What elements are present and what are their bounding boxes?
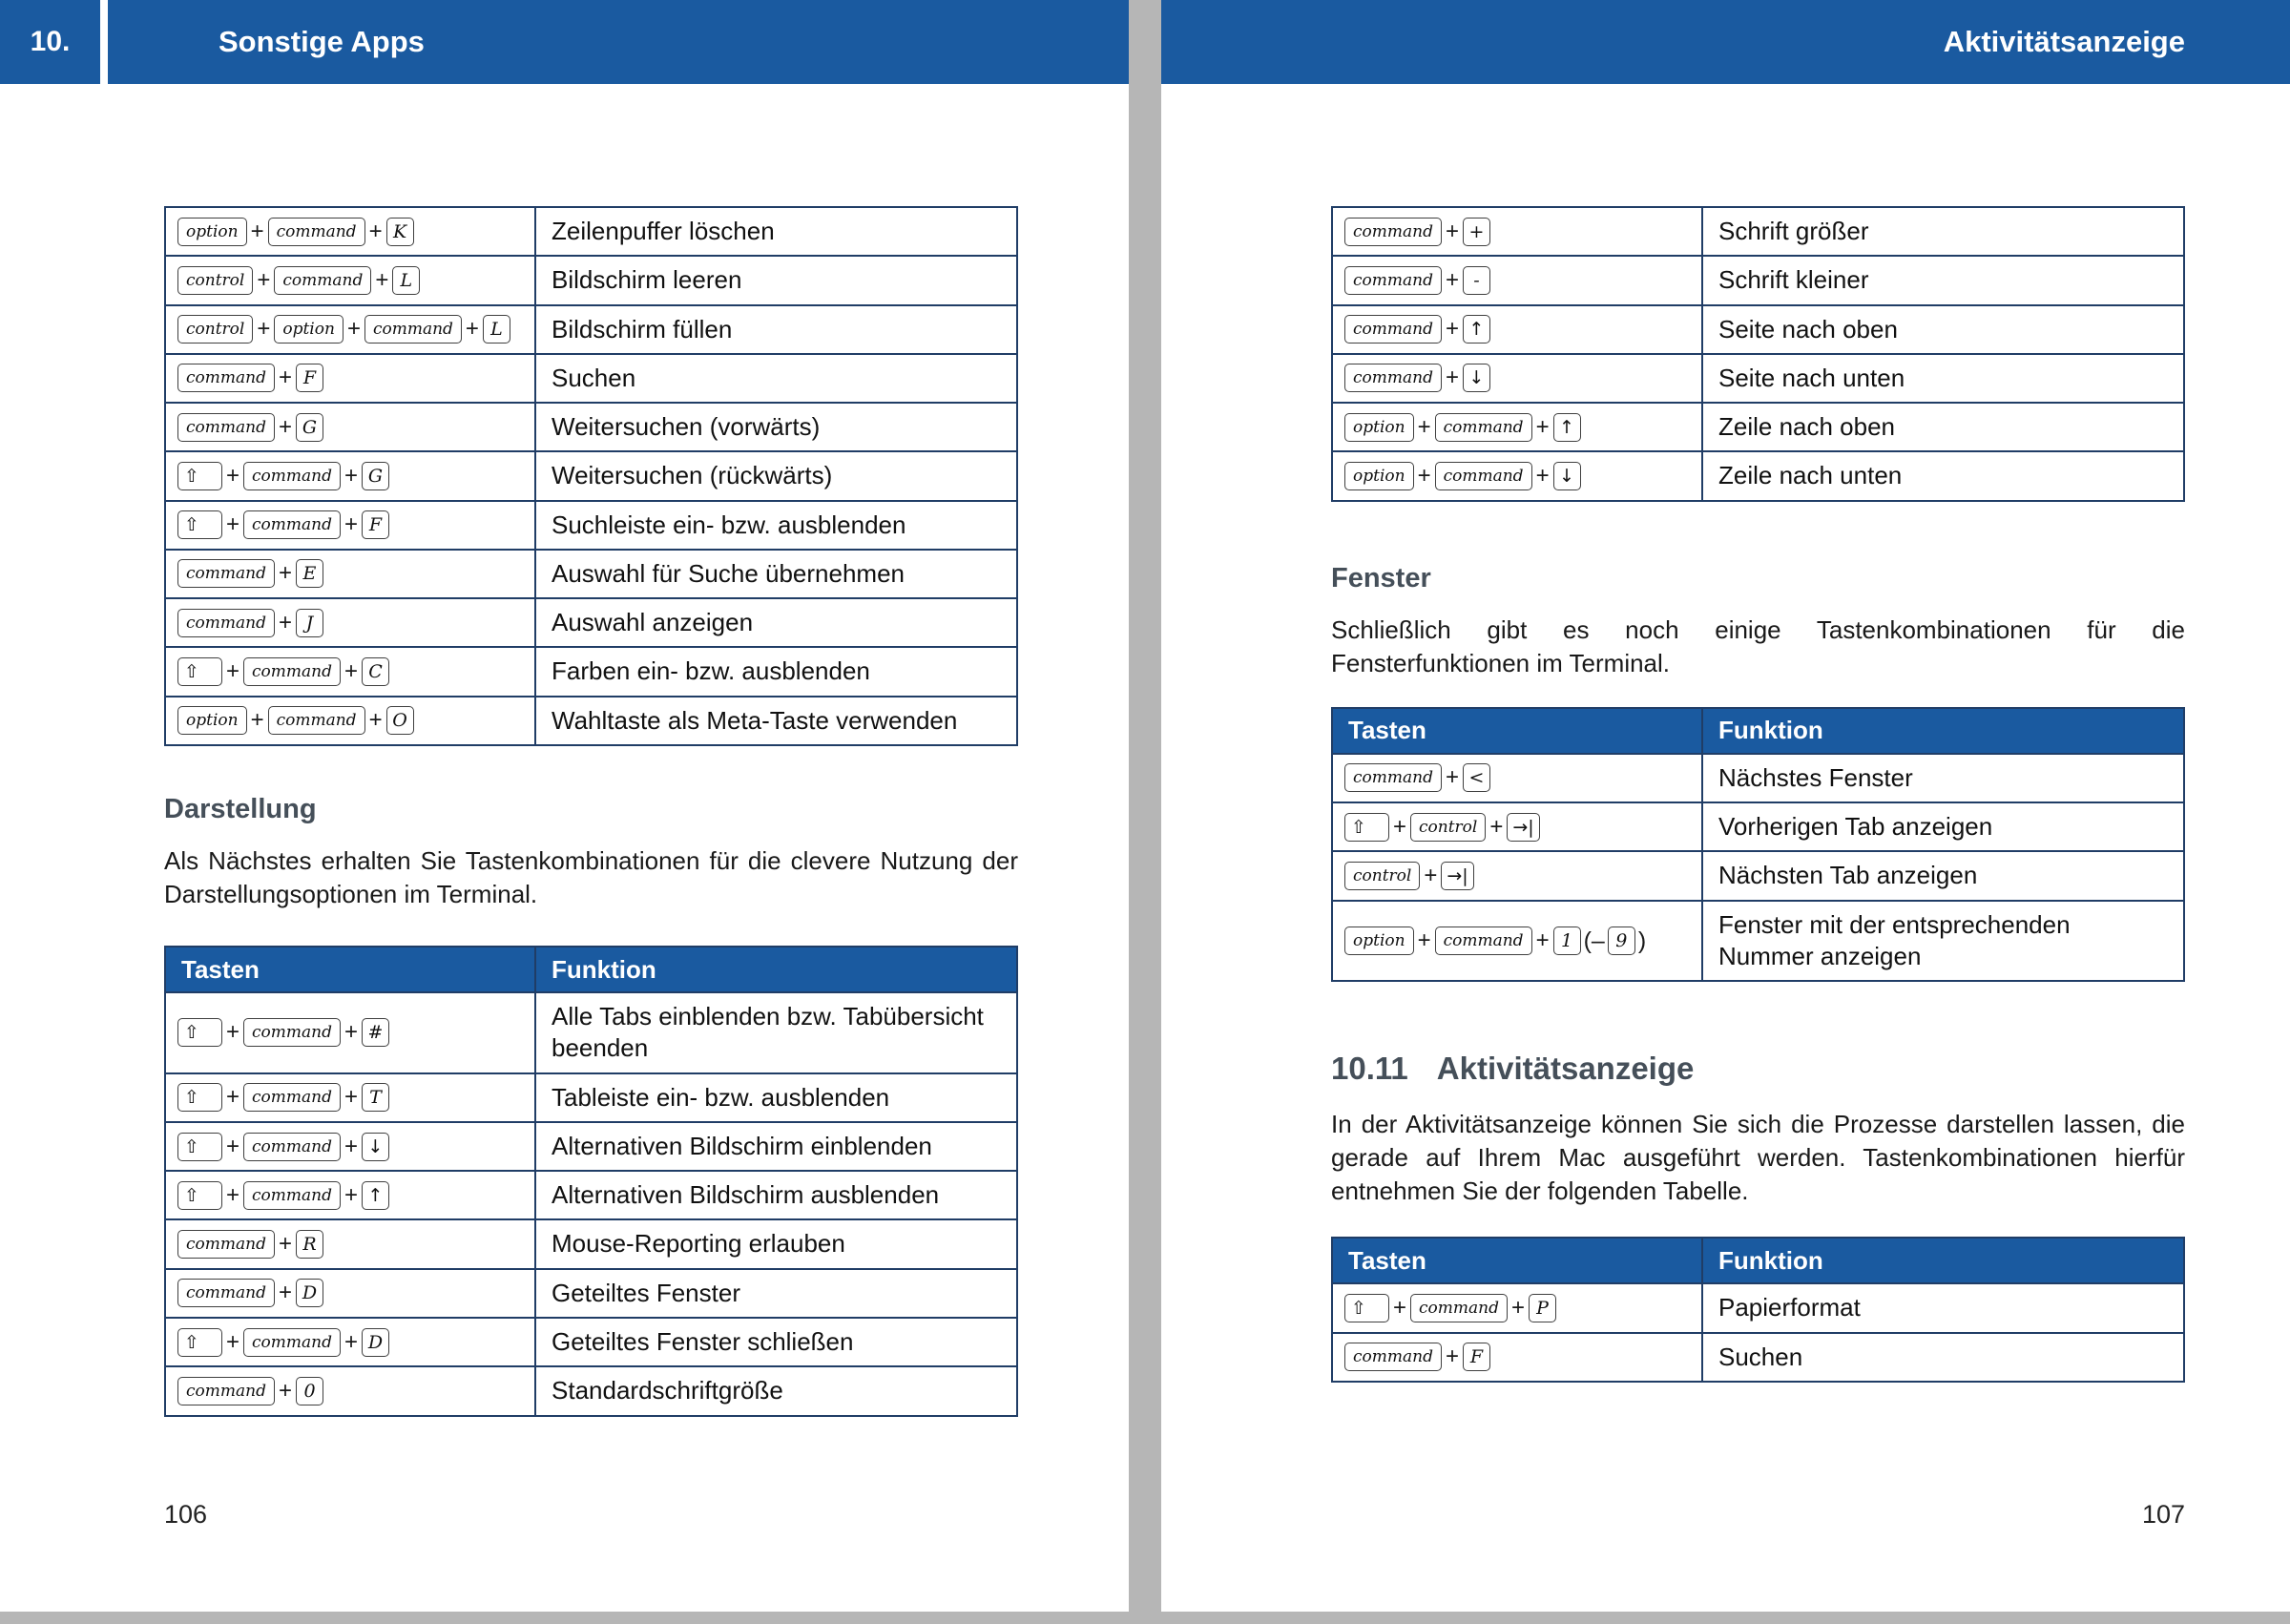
command-key: command <box>243 1083 341 1112</box>
function-cell: Alternativen Bildschirm ausblenden <box>535 1171 1017 1219</box>
plus-separator: + <box>368 707 383 734</box>
key-O: O <box>386 706 414 735</box>
key-+: + <box>1463 218 1490 246</box>
plus-separator: + <box>226 658 240 685</box>
function-cell: Suchleiste ein- bzw. ausblenden <box>535 501 1017 550</box>
command-key: command <box>177 1279 275 1307</box>
display-shortcuts-table <box>164 946 1018 1416</box>
shortcut-table <box>164 946 1018 1416</box>
option-key: option <box>177 218 247 246</box>
table-row <box>1332 256 2184 304</box>
table-row <box>165 992 1017 1073</box>
key-D: D <box>296 1279 323 1307</box>
table-row <box>165 354 1017 403</box>
shift-key-icon: ⇧ <box>177 1133 222 1161</box>
plus-separator: + <box>344 658 358 685</box>
column-header-funktion: Funktion <box>535 947 1017 992</box>
tab-key-icon: →| <box>1441 862 1473 890</box>
plus-separator: + <box>226 1181 240 1208</box>
key-range-text: (– <box>1583 927 1605 954</box>
shift-key-icon: ⇧ <box>1344 1294 1389 1322</box>
table-row <box>165 1073 1017 1122</box>
plus-separator: + <box>1445 1343 1459 1370</box>
plus-separator: + <box>1393 813 1407 840</box>
option-key: option <box>177 706 247 735</box>
column-header-tasten: Tasten <box>165 947 535 992</box>
option-key: option <box>1344 462 1414 490</box>
function-cell: Schrift kleiner <box>1702 256 2184 304</box>
key-E: E <box>296 559 323 588</box>
function-cell: Schrift größer <box>1702 207 2184 256</box>
header-divider <box>100 0 108 84</box>
paragraph-fenster: Schließlich gibt es noch einige Tastenkombinationen für die Fensterfunktionen im Terminal. <box>1331 614 2185 677</box>
key-<: < <box>1463 763 1490 792</box>
keys-cell <box>1332 207 1702 256</box>
fenster-shortcuts-table <box>1331 707 2185 982</box>
key-F: F <box>362 510 389 539</box>
table-row <box>1332 1283 2184 1332</box>
command-key: command <box>1344 763 1442 792</box>
key-L: L <box>483 315 510 344</box>
column-header-funktion: Funktion <box>1702 1238 2184 1283</box>
key-1: 1 <box>1553 927 1581 955</box>
plus-separator: + <box>1445 266 1459 293</box>
section-number: 10.11 <box>1331 1051 1408 1087</box>
command-key: command <box>177 609 275 637</box>
section-heading-aktivitaetsanzeige <box>1331 1051 2185 1087</box>
page-content-left <box>0 206 1129 1417</box>
plus-separator: + <box>344 1084 358 1111</box>
chapter-title-bar <box>108 0 1129 84</box>
keys-cell <box>165 256 535 304</box>
plus-separator: + <box>344 511 358 538</box>
table-header-row <box>1332 708 2184 754</box>
plus-separator: + <box>1393 1295 1407 1322</box>
plus-separator: + <box>375 266 389 293</box>
command-key: command <box>268 218 365 246</box>
section-heading-fenster: Fenster <box>1331 562 1431 593</box>
option-key: option <box>1344 927 1414 955</box>
plus-separator: + <box>1445 364 1459 391</box>
function-cell: Suchen <box>535 354 1017 403</box>
option-key: option <box>274 315 344 344</box>
function-cell: Tableiste ein- bzw. ausblenden <box>535 1073 1017 1122</box>
function-cell: Fenster mit der entsprechenden Nummer anzeigen <box>1702 901 2184 982</box>
plus-separator: + <box>344 1019 358 1046</box>
table-row <box>165 501 1017 550</box>
page-content-right <box>1161 206 2290 1383</box>
arrow-up-key-icon: ↑ <box>1463 315 1490 344</box>
page-header-right <box>1161 0 2290 84</box>
shift-key-icon: ⇧ <box>177 1083 222 1112</box>
arrow-down-key-icon: ↓ <box>362 1133 389 1161</box>
command-key: command <box>1344 364 1442 392</box>
plus-separator: + <box>465 316 479 343</box>
section-title: Aktivitätsanzeige <box>1436 1051 1695 1087</box>
table-row <box>1332 403 2184 451</box>
plus-separator: + <box>226 511 240 538</box>
key-G: G <box>362 462 389 490</box>
key-P: P <box>1529 1294 1556 1322</box>
plus-separator: + <box>344 1328 358 1355</box>
keys-cell <box>165 598 535 647</box>
key-R: R <box>296 1230 323 1259</box>
keys-cell <box>1332 1333 1702 1382</box>
command-key: command <box>177 413 275 442</box>
plus-separator: + <box>1417 462 1431 489</box>
function-cell: Vorherigen Tab anzeigen <box>1702 802 2184 851</box>
command-key: command <box>1344 218 1442 246</box>
running-head-title: Aktivitätsanzeige <box>1943 25 2185 58</box>
keys-cell <box>165 697 535 745</box>
option-key: option <box>1344 413 1414 442</box>
table-row <box>165 1269 1017 1318</box>
key-G: G <box>296 413 323 442</box>
command-key: command <box>177 559 275 588</box>
plus-separator: + <box>1535 413 1550 440</box>
plus-separator: + <box>226 1084 240 1111</box>
function-cell: Zeile nach unten <box>1702 451 2184 500</box>
page-right <box>1161 0 2290 1612</box>
shift-key-icon: ⇧ <box>177 1181 222 1210</box>
keys-cell <box>165 403 535 451</box>
table-row <box>165 1122 1017 1171</box>
command-key: command <box>268 706 365 735</box>
command-key: command <box>1435 927 1532 955</box>
function-cell: Alternativen Bildschirm einblenden <box>535 1122 1017 1171</box>
plus-separator: + <box>344 1133 358 1159</box>
function-cell: Papierformat <box>1702 1283 2184 1332</box>
function-cell: Alle Tabs einblenden bzw. Tabübersicht beenden <box>535 992 1017 1073</box>
function-cell: Weitersuchen (vorwärts) <box>535 403 1017 451</box>
plus-separator: + <box>278 560 292 587</box>
terminal-shortcuts-table <box>164 206 1018 746</box>
table-row <box>165 1171 1017 1219</box>
shortcut-table <box>164 206 1018 746</box>
command-key: command <box>1435 462 1532 490</box>
function-cell: Seite nach oben <box>1702 305 2184 354</box>
command-key: command <box>243 1328 341 1357</box>
table-row <box>165 1219 1017 1268</box>
arrow-down-key-icon: ↓ <box>1553 462 1581 490</box>
table-row <box>165 598 1017 647</box>
keys-cell <box>165 354 535 403</box>
table-row <box>165 451 1017 500</box>
function-cell: Standardschriftgröße <box>535 1366 1017 1415</box>
page-left <box>0 0 1129 1612</box>
plus-separator: + <box>226 1133 240 1159</box>
command-key: command <box>243 657 341 686</box>
keys-cell <box>165 501 535 550</box>
plus-separator: + <box>257 316 271 343</box>
function-cell: Mouse-Reporting erlauben <box>535 1219 1017 1268</box>
table-row <box>165 550 1017 598</box>
key-F: F <box>1463 1343 1490 1371</box>
function-cell: Zeilenpuffer löschen <box>535 207 1017 256</box>
function-cell: Wahltaste als Meta-Taste verwenden <box>535 697 1017 745</box>
shortcut-table <box>1331 206 2185 502</box>
table-row <box>165 256 1017 304</box>
keys-cell <box>165 550 535 598</box>
plus-separator: + <box>278 1377 292 1404</box>
section-heading-darstellung: Darstellung <box>164 793 317 824</box>
plus-separator: + <box>1424 862 1438 888</box>
keys-cell <box>1332 802 1702 851</box>
command-key: command <box>243 1133 341 1161</box>
function-cell: Geteiltes Fenster schließen <box>535 1318 1017 1366</box>
command-key: command <box>243 510 341 539</box>
table-row <box>1332 901 2184 982</box>
command-key: command <box>1344 315 1442 344</box>
plus-separator: + <box>346 316 361 343</box>
table-row <box>165 1318 1017 1366</box>
plus-separator: + <box>1445 764 1459 791</box>
table-row <box>1332 851 2184 900</box>
plus-separator: + <box>278 364 292 391</box>
keys-cell <box>165 992 535 1073</box>
control-key: control <box>1344 862 1420 890</box>
function-cell: Seite nach unten <box>1702 354 2184 403</box>
table-row <box>1332 305 2184 354</box>
keys-cell <box>165 647 535 696</box>
keys-cell <box>1332 354 1702 403</box>
keys-cell <box>165 1318 535 1366</box>
key-T: T <box>362 1083 389 1112</box>
key-#: # <box>362 1018 389 1047</box>
keys-cell <box>165 1219 535 1268</box>
keys-cell <box>165 305 535 354</box>
plus-separator: + <box>226 1328 240 1355</box>
function-cell: Suchen <box>1702 1333 2184 1382</box>
plus-separator: + <box>250 218 264 244</box>
function-cell: Zeile nach oben <box>1702 403 2184 451</box>
table-row <box>165 305 1017 354</box>
command-key: command <box>1410 1294 1508 1322</box>
table-row <box>1332 1333 2184 1382</box>
key--: - <box>1463 266 1490 295</box>
keys-cell <box>165 1366 535 1415</box>
shift-key-icon: ⇧ <box>177 657 222 686</box>
table-row <box>165 1366 1017 1415</box>
shortcut-table <box>1331 1237 2185 1383</box>
control-key: control <box>177 266 253 295</box>
shift-key-icon: ⇧ <box>177 462 222 490</box>
key-J: J <box>296 609 323 637</box>
plus-separator: + <box>1489 813 1504 840</box>
chapter-title: Sonstige Apps <box>219 25 425 58</box>
plus-separator: + <box>368 218 383 244</box>
plus-separator: + <box>1510 1295 1525 1322</box>
function-cell: Farben ein- bzw. ausblenden <box>535 647 1017 696</box>
keys-cell <box>165 207 535 256</box>
keys-cell <box>1332 1283 1702 1332</box>
key-F: F <box>296 364 323 392</box>
command-key: command <box>177 364 275 392</box>
command-key: command <box>243 1018 341 1047</box>
table-row <box>165 697 1017 745</box>
plus-separator: + <box>257 266 271 293</box>
keys-cell <box>1332 754 1702 802</box>
function-cell: Geteiltes Fenster <box>535 1269 1017 1318</box>
key-L: L <box>392 266 420 295</box>
control-key: control <box>1410 813 1486 842</box>
plus-separator: + <box>226 1019 240 1046</box>
table-row <box>165 207 1017 256</box>
keys-cell <box>1332 256 1702 304</box>
keys-cell <box>1332 901 1702 982</box>
table-header-row <box>1332 1238 2184 1283</box>
function-cell: Auswahl anzeigen <box>535 598 1017 647</box>
paragraph-aktivitaetsanzeige: In der Aktivitätsanzeige können Sie sich die Prozesse darstellen lassen, die gerade auf Ihrem Mac ausgeführt werden. Tastenkombinationen hierfür entnehmen Sie der folgenden Tabelle. <box>1331 1110 2185 1206</box>
keys-cell <box>1332 851 1702 900</box>
page-number-left: 106 <box>164 1500 208 1529</box>
plus-separator: + <box>344 462 358 489</box>
key-range-text: ) <box>1637 927 1647 954</box>
plus-separator: + <box>226 462 240 489</box>
plus-separator: + <box>1445 316 1459 343</box>
key-K: K <box>386 218 414 246</box>
plus-separator: + <box>1417 927 1431 953</box>
function-cell: Bildschirm füllen <box>535 305 1017 354</box>
arrow-down-key-icon: ↓ <box>1463 364 1490 392</box>
command-key: command <box>364 315 462 344</box>
command-key: command <box>177 1377 275 1405</box>
keys-cell <box>165 1073 535 1122</box>
command-key: command <box>1344 266 1442 295</box>
function-cell: Nächsten Tab anzeigen <box>1702 851 2184 900</box>
keys-cell <box>165 451 535 500</box>
keys-cell <box>1332 451 1702 500</box>
column-header-tasten: Tasten <box>1332 1238 1702 1283</box>
page-number-right: 107 <box>2141 1500 2185 1529</box>
function-cell: Bildschirm leeren <box>535 256 1017 304</box>
plus-separator: + <box>278 1280 292 1306</box>
plus-separator: + <box>250 707 264 734</box>
arrow-up-key-icon: ↑ <box>362 1181 389 1210</box>
table-row <box>165 647 1017 696</box>
plus-separator: + <box>278 609 292 635</box>
column-header-funktion: Funktion <box>1702 708 2184 754</box>
column-header-tasten: Tasten <box>1332 708 1702 754</box>
plus-separator: + <box>344 1181 358 1208</box>
shift-key-icon: ⇧ <box>177 1328 222 1357</box>
keys-cell <box>165 1171 535 1219</box>
command-key: command <box>274 266 371 295</box>
table-row <box>1332 802 2184 851</box>
command-key: command <box>1435 413 1532 442</box>
command-key: command <box>177 1230 275 1259</box>
function-cell: Nächstes Fenster <box>1702 754 2184 802</box>
paragraph-darstellung: Als Nächstes erhalten Sie Tastenkombinationen für die clevere Nutzung der Darstellungsoptionen im Terminal. <box>164 845 1018 909</box>
shift-key-icon: ⇧ <box>1344 813 1389 842</box>
function-cell: Weitersuchen (rückwärts) <box>535 451 1017 500</box>
table-row <box>1332 354 2184 403</box>
plus-separator: + <box>1535 927 1550 953</box>
keys-cell <box>165 1269 535 1318</box>
tab-key-icon: →| <box>1507 813 1539 842</box>
plus-separator: + <box>1535 462 1550 489</box>
activity-shortcuts-table <box>1331 1237 2185 1383</box>
table-row <box>1332 451 2184 500</box>
command-key: command <box>243 1181 341 1210</box>
plus-separator: + <box>278 1231 292 1258</box>
page-header-left <box>0 0 1129 84</box>
key-0: 0 <box>296 1377 323 1405</box>
shift-key-icon: ⇧ <box>177 1018 222 1047</box>
chapter-number: 10. <box>0 0 100 84</box>
command-key: command <box>243 462 341 490</box>
command-key: command <box>1344 1343 1442 1371</box>
shift-key-icon: ⇧ <box>177 510 222 539</box>
key-C: C <box>362 657 389 686</box>
plus-separator: + <box>278 413 292 440</box>
key-D: D <box>362 1328 389 1357</box>
keys-cell <box>165 1122 535 1171</box>
keys-cell <box>1332 305 1702 354</box>
view-shortcuts-table <box>1331 206 2185 502</box>
function-cell: Auswahl für Suche übernehmen <box>535 550 1017 598</box>
plus-separator: + <box>1445 218 1459 244</box>
control-key: control <box>177 315 253 344</box>
table-row <box>165 403 1017 451</box>
table-row <box>1332 754 2184 802</box>
table-header-row <box>165 947 1017 992</box>
table-row <box>1332 207 2184 256</box>
arrow-up-key-icon: ↑ <box>1553 413 1581 442</box>
key-9: 9 <box>1608 927 1635 955</box>
running-head-bar <box>1161 0 2290 84</box>
keys-cell <box>1332 403 1702 451</box>
shortcut-table <box>1331 707 2185 982</box>
plus-separator: + <box>1417 413 1431 440</box>
